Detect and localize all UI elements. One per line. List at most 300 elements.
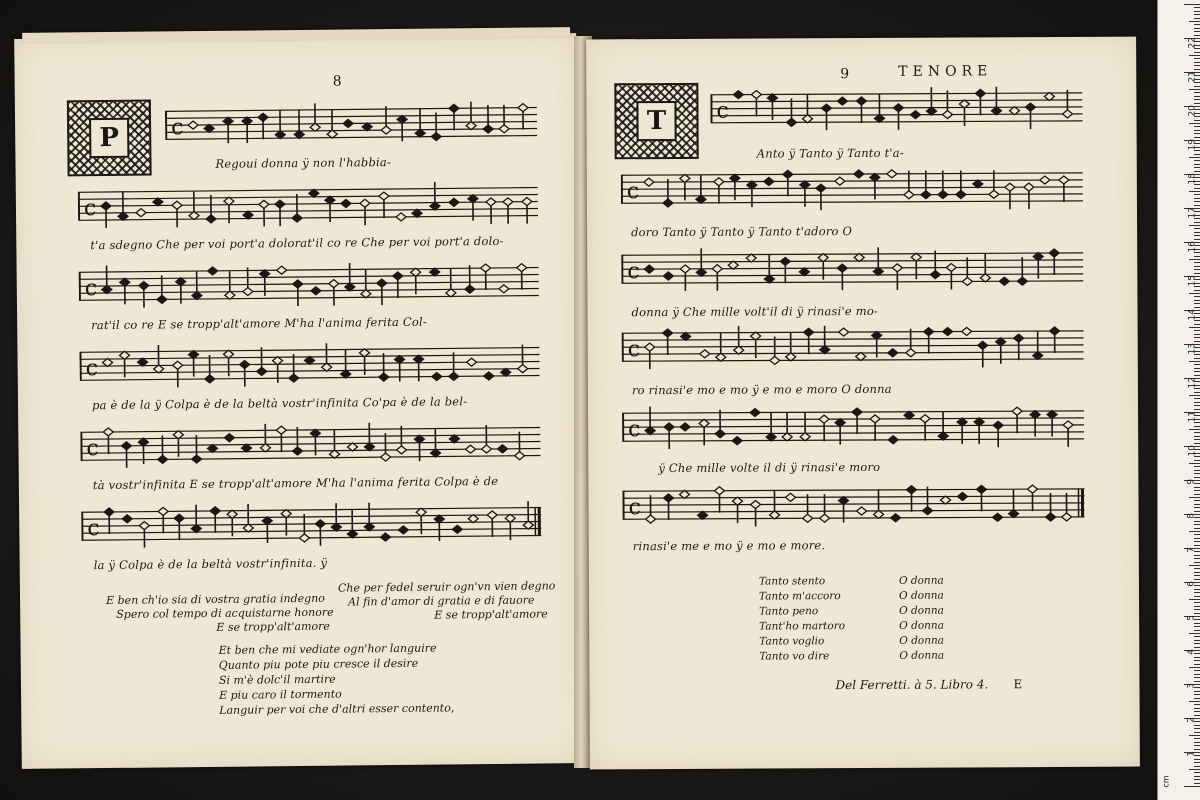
note-head [892, 264, 902, 272]
ruler-tick [1194, 154, 1200, 155]
note-head [518, 365, 528, 373]
ruler-tick [1194, 52, 1200, 53]
table-row [759, 604, 944, 620]
ruler-tick [1194, 62, 1200, 63]
staff-line [81, 455, 541, 460]
ruler-tick [1194, 126, 1200, 127]
decorated-initial-right [614, 83, 698, 159]
ruler-tick [1194, 307, 1200, 308]
note-head [764, 177, 774, 185]
ruler-tick [1194, 657, 1200, 658]
ruler-number: 11 [1187, 411, 1197, 423]
ruler-tick [1194, 300, 1200, 301]
note-head [434, 515, 444, 523]
staff-line [80, 434, 540, 439]
note-head [322, 363, 332, 371]
lyric-line: t'a sdegno Che per voi port'a dolorat'il co re Che per voi port'a dolo- [90, 233, 504, 253]
note-head [396, 213, 406, 221]
table-row [759, 649, 944, 665]
note-head [715, 430, 725, 438]
staff [80, 415, 541, 476]
table-row [759, 574, 944, 590]
note-head [505, 514, 515, 522]
ruler-tick [1194, 521, 1200, 522]
note-head [173, 361, 183, 369]
note-head [396, 446, 406, 454]
ruler-tick [1194, 725, 1200, 726]
ruler-tick [1194, 779, 1200, 780]
note-head [449, 198, 459, 206]
note-head [645, 427, 655, 435]
ruler-tick [1189, 463, 1200, 464]
note-head [121, 442, 131, 450]
ruler-tick [1194, 766, 1200, 767]
page-number-right: 9 [840, 66, 850, 83]
staff-line [622, 496, 1084, 498]
ruler-tick [1194, 65, 1200, 66]
ruler-number: 5 [1187, 615, 1197, 621]
note-head [191, 525, 201, 533]
note-head [906, 486, 916, 494]
note-head [837, 97, 847, 105]
staff-line [621, 274, 1083, 276]
note-head [103, 358, 113, 366]
ruler-tick [1194, 664, 1200, 665]
staff-line [623, 517, 1085, 519]
note-head [786, 353, 796, 361]
note-head [467, 358, 477, 366]
note-head [1063, 421, 1073, 429]
note-head [957, 418, 967, 426]
ruler-tick [1194, 120, 1200, 121]
ruler-tick [1189, 259, 1200, 260]
note-head [501, 368, 511, 376]
note-head [381, 126, 391, 134]
ruler-tick [1194, 562, 1200, 563]
table-row [759, 634, 944, 650]
verse-line: Al fin d'amor di gratia e di fauore [348, 593, 535, 609]
note-head [926, 107, 936, 115]
note-head [522, 198, 532, 206]
note-head [176, 278, 186, 286]
staff-line [165, 114, 537, 118]
note-head [962, 277, 972, 285]
note-head [767, 94, 777, 102]
ruler-tick [1189, 327, 1200, 328]
note-head [802, 115, 812, 123]
note-head [158, 455, 168, 463]
ruler-tick [1194, 358, 1200, 359]
ruler-tick [1194, 466, 1200, 467]
staff-line [711, 121, 1083, 123]
note-head [281, 510, 291, 518]
clef-sign: c [86, 436, 99, 462]
ruler-number: 10 [1187, 445, 1197, 457]
ruler-tick [1194, 681, 1200, 682]
note-head [732, 437, 742, 445]
note-head [104, 508, 114, 516]
ruler-tick [1194, 337, 1200, 338]
lyric-line: tà vostr'infinita E se tropp'alt'amore M'ha l'anima ferita Colpa è de [92, 473, 499, 493]
note-head [1014, 334, 1024, 342]
note-head [940, 496, 950, 504]
note-head [207, 444, 217, 452]
note-head [663, 494, 673, 502]
ruler-tick [1194, 772, 1200, 773]
ruler-tick [1194, 198, 1200, 199]
ruler-tick [1194, 324, 1200, 325]
ruler-number: 4 [1187, 649, 1197, 655]
note-head [515, 452, 525, 460]
ruler-tick [1194, 194, 1200, 195]
ruler-tick [1184, 4, 1200, 5]
lyric-line: ro rinasi'e mo e mo ÿ e mo e moro O donna [631, 381, 892, 398]
ruler-tick [1189, 701, 1200, 702]
ruler-tick [1194, 164, 1200, 165]
verse-line: E se tropp'alt'amore [434, 607, 548, 622]
note-head [747, 181, 757, 189]
note-head [189, 212, 199, 220]
ruler-tick [1194, 698, 1200, 699]
note-head [257, 367, 267, 375]
verse-column-2 [338, 579, 556, 623]
staff-line [78, 215, 538, 220]
note-head [258, 113, 268, 121]
note-head [837, 264, 847, 272]
note-head [870, 415, 880, 423]
note-head [888, 436, 898, 444]
note-head [835, 419, 845, 427]
ruler-tick [1189, 769, 1200, 770]
note-head [449, 104, 459, 112]
note-head [956, 190, 966, 198]
note-head [993, 513, 1003, 521]
note-head [119, 351, 129, 359]
note-head [819, 415, 829, 423]
ruler-tick [1194, 69, 1200, 70]
note-head [873, 267, 883, 275]
note-head [734, 346, 744, 354]
ruler-tick [1194, 368, 1200, 369]
ruler-tick [1194, 201, 1200, 202]
note-head [920, 415, 930, 423]
lyric-line: rinasi'e me e mo ÿ e mo e more. [632, 538, 826, 554]
ruler-tick [1184, 786, 1200, 787]
ruler-tick [1194, 171, 1200, 172]
ruler-tick [1194, 626, 1200, 627]
note-head [887, 170, 897, 178]
ruler-tick [1194, 558, 1200, 559]
staff-line [710, 93, 1082, 95]
ruler-tick [1194, 694, 1200, 695]
staff [621, 161, 1083, 219]
ruler-tick [1194, 296, 1200, 297]
ruler-tick [1194, 432, 1200, 433]
note-head [380, 533, 390, 541]
ruler-tick [1194, 256, 1200, 257]
note-head [1059, 176, 1069, 184]
ruler-tick [1194, 592, 1200, 593]
note-head [714, 178, 724, 186]
ruler-tick [1189, 565, 1200, 566]
note-head [223, 117, 233, 125]
note-head [764, 275, 774, 283]
note-head [273, 357, 283, 365]
note-head [481, 264, 491, 272]
note-head [1062, 513, 1072, 521]
ruler-tick [1194, 341, 1200, 342]
note-head [379, 192, 389, 200]
note-head [452, 525, 462, 533]
ruler-tick [1194, 674, 1200, 675]
voice-heading: TENORE [898, 63, 993, 80]
note-head [946, 264, 956, 272]
ruler-tick [1194, 436, 1200, 437]
ruler-tick [1194, 18, 1200, 19]
note-head [395, 355, 405, 363]
decorated-initial-left [67, 100, 152, 177]
ruler-tick [1189, 225, 1200, 226]
ruler-tick [1194, 487, 1200, 488]
note-head [1033, 352, 1043, 360]
ruler-tick [1194, 290, 1200, 291]
ruler-number: 8 [1187, 513, 1197, 519]
ruler-number: 21 [1187, 71, 1197, 83]
note-head [431, 449, 441, 457]
ruler-tick [1194, 7, 1200, 8]
staff-line [78, 187, 538, 192]
note-head [311, 287, 321, 295]
ruler-tick [1194, 167, 1200, 168]
lyric-line: ÿ Che mille volte il di ÿ rinasi'e moro [658, 459, 881, 476]
note-head [497, 445, 507, 453]
ruler-number: 13 [1187, 343, 1197, 355]
note-head [262, 517, 272, 525]
staff-line [622, 432, 1084, 434]
note-head [466, 122, 476, 130]
note-head [680, 174, 690, 182]
staff [710, 81, 1082, 139]
ruler-tick [1194, 602, 1200, 603]
note-head [188, 351, 198, 359]
note-head [431, 132, 441, 140]
ruler-tick [1194, 402, 1200, 403]
note-head [751, 501, 761, 509]
note-head [415, 129, 425, 137]
ruler-tick [1194, 392, 1200, 393]
note-head [942, 111, 952, 119]
ruler-tick [1194, 609, 1200, 610]
staff-line [622, 418, 1084, 420]
staff-line [80, 368, 540, 373]
note-head [856, 352, 866, 360]
staff-line [621, 253, 1083, 255]
ruler-tick [1194, 606, 1200, 607]
ruler-tick [1194, 470, 1200, 471]
staff-line [621, 180, 1083, 182]
verse-line: Si m'è dolc'il martire [218, 672, 336, 687]
staff-line [623, 503, 1085, 505]
ruler-tick [1194, 568, 1200, 569]
clef-sign: c [628, 495, 641, 521]
ruler-number: 12 [1187, 377, 1197, 389]
right-page [586, 37, 1140, 770]
ruler-tick [1194, 762, 1200, 763]
clef-sign: c [83, 196, 97, 222]
ruler-number: 22 [1187, 37, 1197, 49]
note-head [712, 265, 722, 273]
table-cell: O donna [899, 649, 945, 662]
note-head [644, 265, 654, 273]
note-head [294, 130, 304, 138]
lyric-line: pa è de la ÿ Colpa è de la beltà vostr'infinita Co'pa è de la bel- [91, 394, 468, 413]
ruler-tick [1194, 742, 1200, 743]
staff-line [622, 359, 1084, 361]
ruler-tick [1194, 188, 1200, 189]
ruler-tick [1194, 439, 1200, 440]
note-head [800, 433, 810, 441]
initial-letter: T [636, 101, 676, 141]
note-head [364, 523, 374, 531]
note-head [973, 180, 983, 188]
ruler-number: 19 [1187, 139, 1197, 151]
ruler-tick [1194, 677, 1200, 678]
note-head [225, 291, 235, 299]
note-head [173, 431, 183, 439]
note-head [360, 199, 370, 207]
ruler-number: 9 [1187, 479, 1197, 485]
ruler-tick [1194, 745, 1200, 746]
note-head [364, 443, 374, 451]
note-head [136, 209, 146, 217]
note-head [412, 209, 422, 217]
note-head [411, 268, 421, 276]
note-head [976, 485, 986, 493]
staff-line [78, 201, 538, 206]
note-head [854, 253, 864, 261]
note-head [138, 438, 148, 446]
note-head [299, 534, 309, 542]
ruler-tick [1194, 405, 1200, 406]
note-head [192, 455, 202, 463]
verse-line: Languir per voi che d'altri esser contento, [219, 701, 455, 717]
verse-line: Et ben che mi vediate ogn'hor languire [218, 641, 437, 657]
note-head [206, 215, 216, 223]
ruler-number: 6 [1187, 581, 1197, 587]
note-head [1040, 176, 1050, 184]
note-head [484, 372, 494, 380]
verse-line: Quanto piu pote piu cresce il desire [218, 656, 419, 672]
initial-letter: P [89, 118, 129, 158]
staff-line [622, 489, 1084, 491]
ruler-tick [1194, 728, 1200, 729]
ruler-tick [1189, 429, 1200, 430]
ruler-tick [1194, 239, 1200, 240]
ruler-tick [1194, 500, 1200, 501]
note-head [362, 123, 372, 131]
ruler-tick [1194, 31, 1200, 32]
verse-line: E ben ch'io sia di vostra gratia indegno [106, 591, 325, 608]
ruler-tick [1194, 613, 1200, 614]
note-head [891, 514, 901, 522]
note-head [465, 445, 475, 453]
note-head [276, 426, 286, 434]
staff-line [622, 331, 1084, 333]
note-head [770, 356, 780, 364]
note-head [957, 492, 967, 500]
note-head [1046, 513, 1056, 521]
note-head [799, 268, 809, 276]
note-head [416, 508, 426, 516]
ruler-tick [1194, 691, 1200, 692]
measuring-ruler [1157, 0, 1200, 800]
staff [165, 95, 538, 155]
ruler-tick [1189, 361, 1200, 362]
staff-line [622, 345, 1084, 347]
ruler-tick [1194, 555, 1200, 556]
note-head [663, 199, 673, 207]
note-head [818, 254, 828, 262]
note-head [499, 125, 509, 133]
ruler-tick [1189, 395, 1200, 396]
note-head [856, 97, 866, 105]
note-head [923, 507, 933, 515]
note-head [975, 89, 985, 97]
note-head [158, 507, 168, 515]
note-head [780, 257, 790, 265]
staff-line [621, 260, 1083, 262]
ruler-tick [1194, 477, 1200, 478]
ruler-tick [1189, 497, 1200, 498]
note-head [325, 196, 335, 204]
note-head [698, 511, 708, 519]
ruler-tick [1194, 371, 1200, 372]
ruler-tick [1194, 494, 1200, 495]
note-head [714, 487, 724, 495]
note-head [122, 515, 132, 523]
ruler-tick [1189, 293, 1200, 294]
lyric-line: donna ÿ Che mille volt'il di ÿ rinasi'e mo- [631, 303, 879, 320]
ruler-tick [1194, 235, 1200, 236]
note-head [910, 111, 920, 119]
note-head [646, 515, 656, 523]
ruler-tick [1194, 460, 1200, 461]
ruler-tick [1194, 579, 1200, 580]
note-head [911, 253, 921, 261]
note-head [243, 211, 253, 219]
note-head [315, 520, 325, 528]
note-head [746, 254, 756, 262]
note-head [103, 428, 113, 436]
staff [622, 399, 1084, 457]
note-head [275, 131, 285, 139]
staff [79, 255, 540, 316]
note-head [938, 191, 948, 199]
note-head [835, 177, 845, 185]
staff-line [81, 535, 541, 540]
note-head [243, 287, 253, 295]
table-cell: Tanto vo dire [759, 650, 830, 663]
note-head [102, 285, 112, 293]
note-head [347, 443, 357, 451]
ruler-tick [1194, 783, 1200, 784]
note-head [696, 268, 706, 276]
note-head [978, 341, 988, 349]
staff-line [79, 295, 539, 300]
note-head [839, 328, 849, 336]
note-head [381, 453, 391, 461]
note-head [730, 174, 740, 182]
